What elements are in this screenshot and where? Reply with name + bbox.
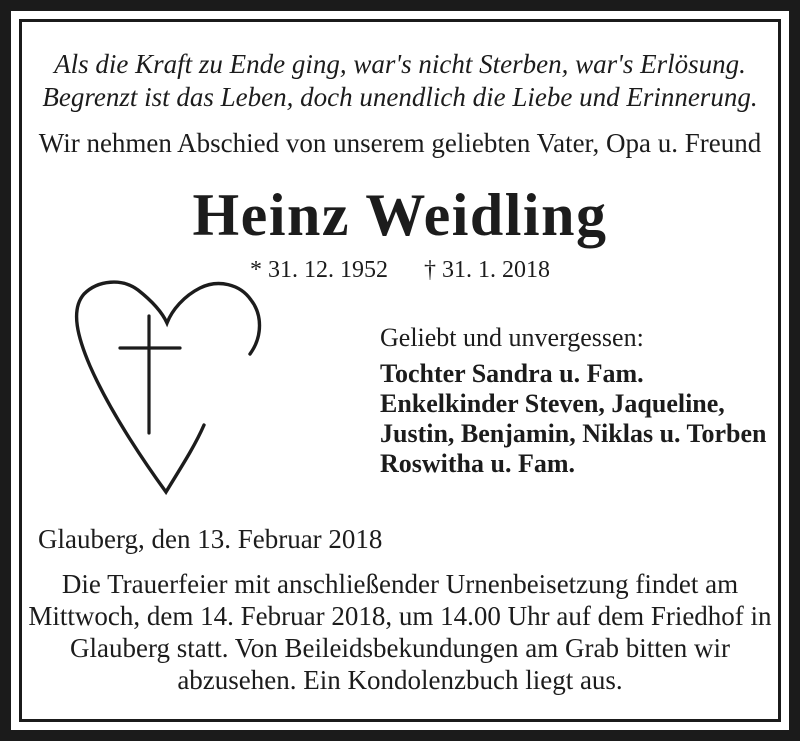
funeral-line-2: Mittwoch, dem 14. Februar 2018, um 14.00 Uhr auf dem Friedhof in bbox=[28, 601, 772, 631]
mourner-line: Enkelkinder Steven, Jaqueline, bbox=[380, 389, 725, 418]
deceased-name: Heinz Weidling bbox=[192, 182, 608, 248]
place-dateline: Glauberg, den 13. Februar 2018 bbox=[38, 524, 383, 554]
epigraph-line-2: Begrenzt ist das Leben, doch unendlich die Liebe und Erinnerung. bbox=[42, 82, 758, 112]
funeral-line-1: Die Trauerfeier mit anschließender Urnenbeisetzung findet am bbox=[61, 569, 739, 599]
mourner-line: Tochter Sandra u. Fam. bbox=[380, 359, 644, 388]
funeral-line-4: abzusehen. Ein Kondolenzbuch liegt aus. bbox=[177, 665, 623, 695]
mourner-line: Justin, Benjamin, Niklas u. Torben bbox=[380, 419, 767, 448]
funeral-notice bbox=[0, 568, 800, 696]
funeral-line-3: Glauberg statt. Von Beileidsbekundungen am Grab bitten wir bbox=[70, 633, 730, 663]
epigraph bbox=[0, 48, 800, 114]
remembrance-block bbox=[380, 322, 767, 479]
mourner-line: Roswitha u. Fam. bbox=[380, 449, 576, 478]
birth-date: * 31. 12. 1952 bbox=[250, 257, 388, 283]
intro-line: Wir nehmen Abschied von unserem geliebten Vater, Opa u. Freund bbox=[38, 128, 762, 158]
epigraph-line-1: Als die Kraft zu Ende ging, war's nicht Sterben, war's Erlösung. bbox=[54, 49, 746, 79]
remembrance-heading: Geliebt und unvergessen: bbox=[380, 323, 644, 352]
heart-cross-icon bbox=[60, 274, 272, 510]
death-date: † 31. 1. 2018 bbox=[424, 257, 550, 283]
